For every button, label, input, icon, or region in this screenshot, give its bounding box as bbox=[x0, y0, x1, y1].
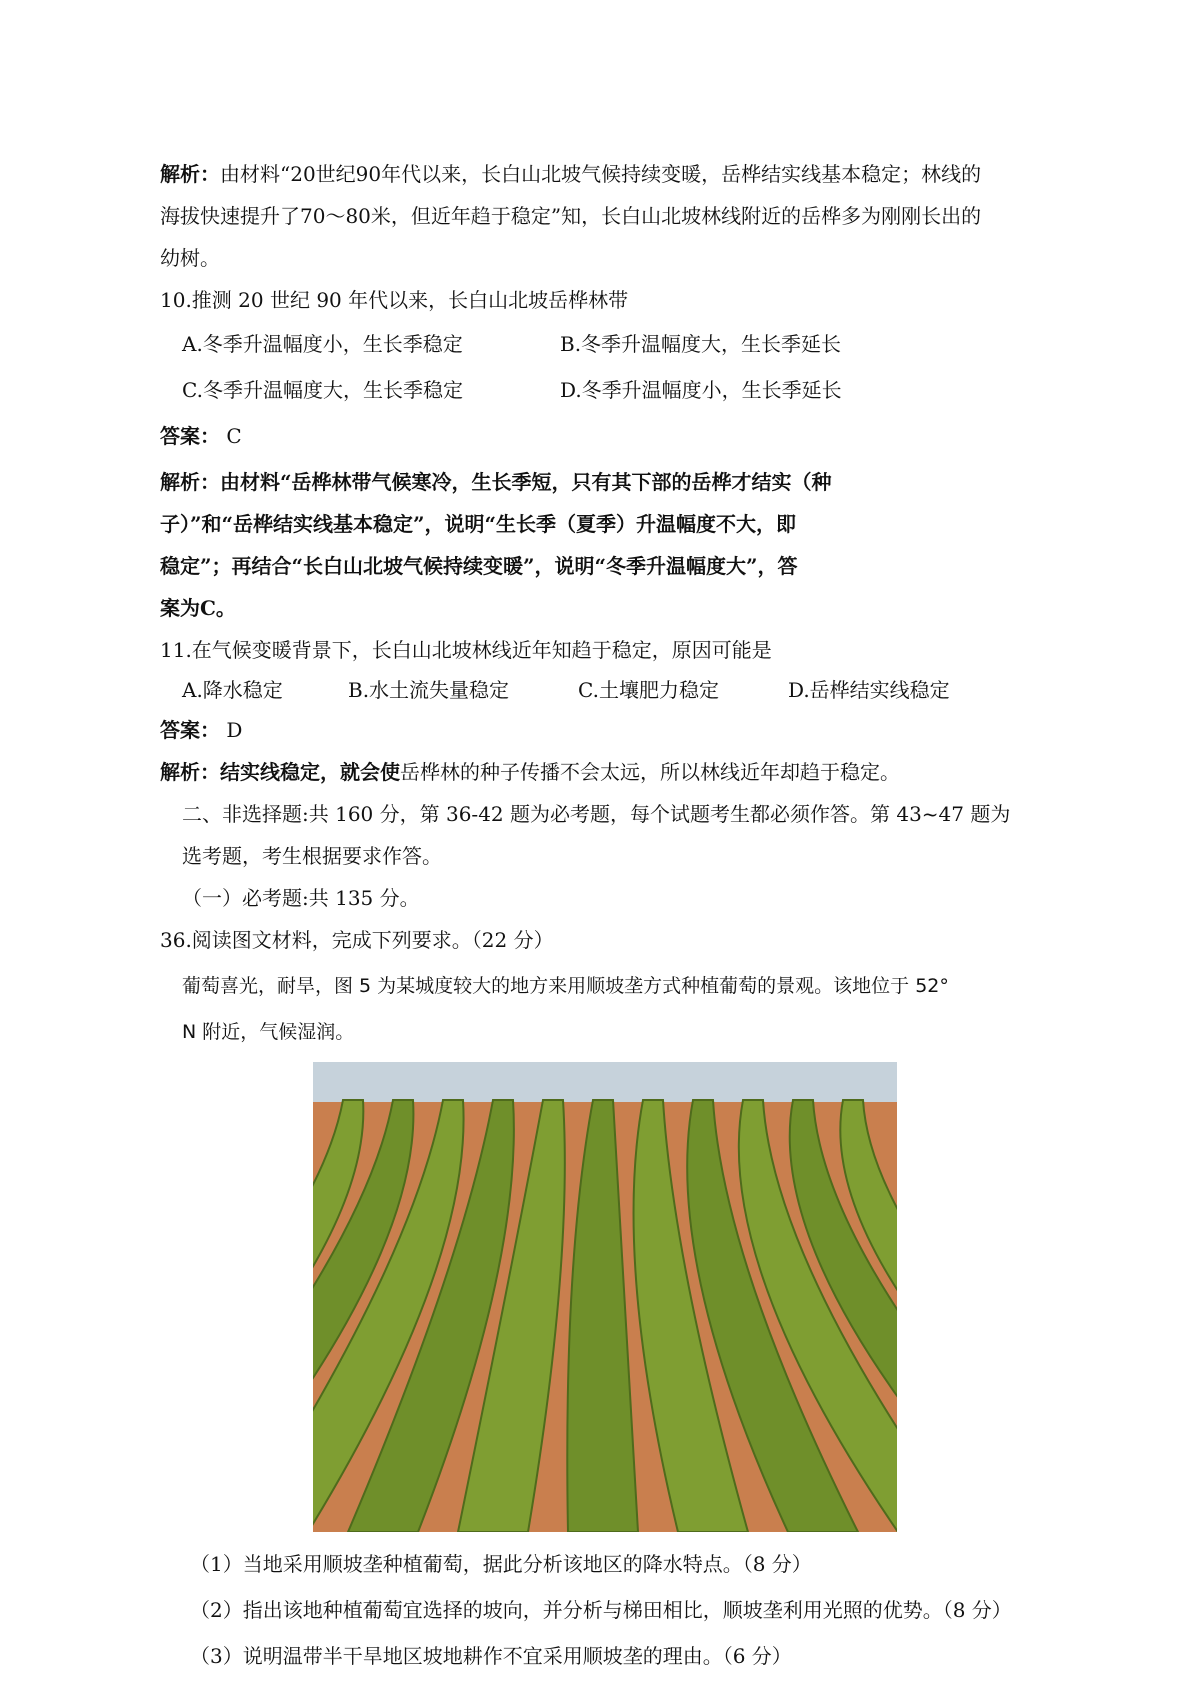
section-2-line-1: 二、非选择题:共 160 分，第 36-42 题为必考题，每个试题考生都必须作答。第 43~47 题为 bbox=[182, 802, 1011, 826]
vineyard-photo bbox=[313, 1062, 897, 1532]
q36-sub-question-2: （2）指出该地种植葡萄宜选择的坡向，并分析与梯田相比，顺坡垄利用光照的优势。（8 分） bbox=[190, 1598, 1012, 1622]
q11-option-d: D.岳桦结实线稳定 bbox=[788, 678, 950, 702]
vineyard-illustration bbox=[313, 1062, 897, 1532]
section-2-line-2: 选考题，考生根据要求作答。 bbox=[182, 844, 442, 868]
q11-answer: 答案： D bbox=[160, 718, 243, 742]
q10-option-a: A.冬季升温幅度小，生长季稳定 bbox=[182, 332, 463, 356]
q11-option-c: C.土壤肥力稳定 bbox=[578, 678, 719, 702]
analysis-9-line-2: 海拔快速提升了70～80米，但近年趋于稳定”知，长白山北坡林线附近的岳桦多为刚刚长出的 bbox=[160, 204, 982, 228]
q36-sub-question-1: （1）当地采用顺坡垄种植葡萄，据此分析该地区的降水特点。（8 分） bbox=[190, 1552, 812, 1576]
question-10-stem: 10.推测 20 世纪 90 年代以来，长白山北坡岳桦林带 bbox=[160, 288, 629, 312]
section-2-line-3: （一）必考题:共 135 分。 bbox=[182, 886, 420, 910]
q11-analysis: 解析：结实线稳定，就会使岳桦林的种子传播不会太远，所以林线近年却趋于稳定。 bbox=[160, 760, 900, 784]
analysis-9-line-3: 幼树。 bbox=[160, 246, 220, 270]
question-36-stem: 36.阅读图文材料，完成下列要求。（22 分） bbox=[160, 928, 554, 952]
q10-answer: 答案： C bbox=[160, 424, 242, 448]
q36-material-line-2: N 附近，气候湿润。 bbox=[182, 1021, 355, 1043]
q11-option-b: B.水土流失量稳定 bbox=[348, 678, 510, 702]
analysis-9-line-1: 解析：由材料“20世纪90年代以来，长白山北坡气候持续变暖，岳桦结实线基本稳定；林线的 bbox=[160, 162, 982, 186]
q11-option-a: A.降水稳定 bbox=[182, 678, 283, 702]
q10-analysis-line-1: 解析：由材料“岳桦林带气候寒冷，生长季短，只有其下部的岳桦才结实（种 bbox=[160, 470, 832, 494]
q36-material-line-1: 葡萄喜光，耐旱，图 5 为某城度较大的地方来用顺坡垄方式种植葡萄的景观。该地位于 52° bbox=[182, 975, 949, 997]
q10-option-d: D.冬季升温幅度小，生长季延长 bbox=[560, 378, 842, 402]
question-11-stem: 11.在气候变暖背景下，长白山北坡林线近年知趋于稳定，原因可能是 bbox=[160, 638, 772, 662]
analysis-label: 解析： bbox=[160, 162, 220, 186]
q10-analysis-line-2: 子）”和“岳桦结实线基本稳定”，说明“生长季（夏季）升温幅度不大，即 bbox=[160, 512, 797, 536]
q36-sub-question-3: （3）说明温带半干旱地区坡地耕作不宜采用顺坡垄的理由。（6 分） bbox=[190, 1644, 792, 1668]
q10-option-c: C.冬季升温幅度大，生长季稳定 bbox=[182, 378, 463, 402]
q10-option-b: B.冬季升温幅度大，生长季延长 bbox=[560, 332, 842, 356]
q10-analysis-line-3: 稳定”；再结合“长白山北坡气候持续变暖”，说明“冬季升温幅度大”，答 bbox=[160, 554, 798, 578]
q10-analysis-line-4: 案为C。 bbox=[160, 596, 236, 620]
